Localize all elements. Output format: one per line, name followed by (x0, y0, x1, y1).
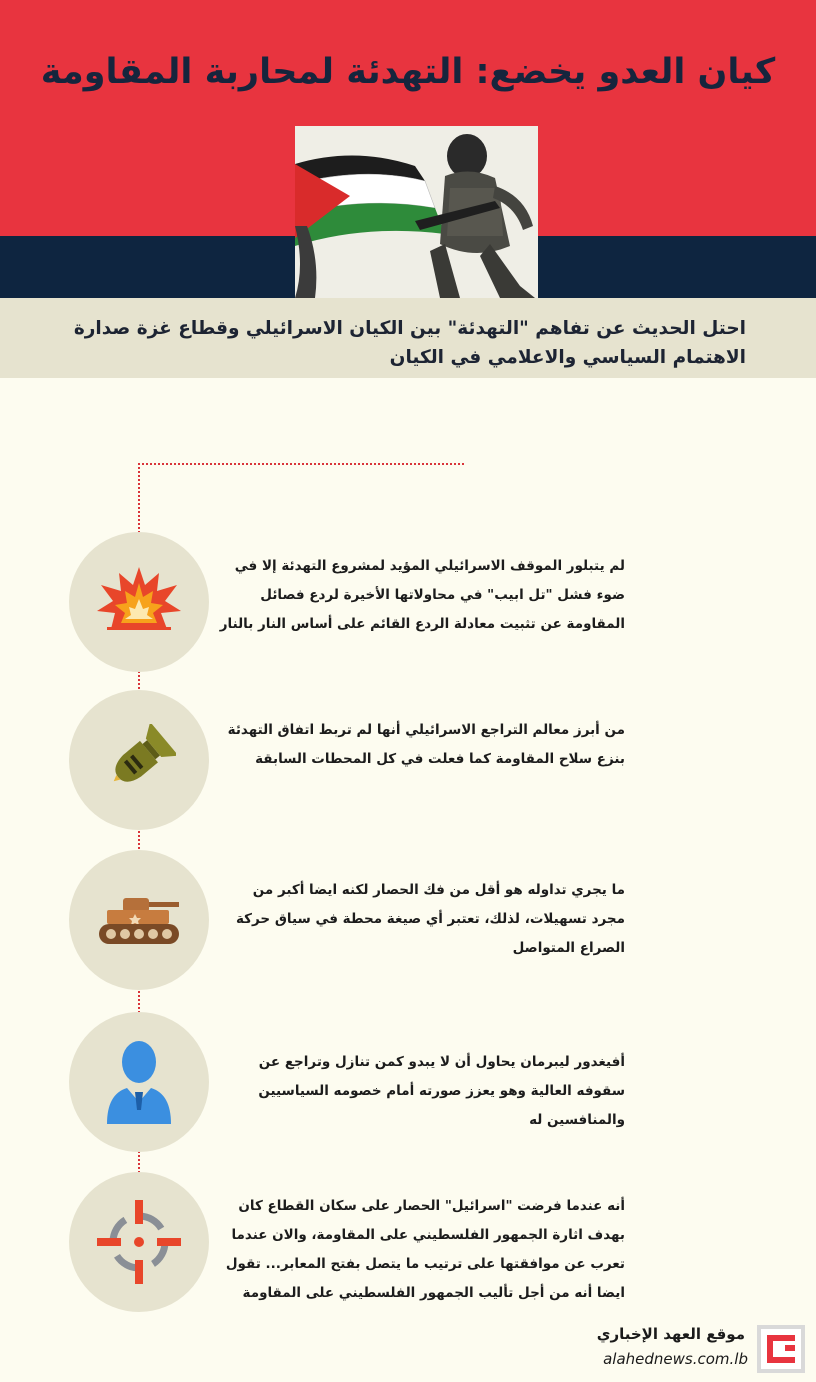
tank-icon (97, 890, 181, 950)
site-url[interactable]: alahednews.com.lb (603, 1350, 748, 1368)
subtitle: احتل الحديث عن تفاهم "التهدئة" بين الكيان الاسرائيلي وقطاع غزة صدارة الاهتمام السياسي والاعلامي في الكيان (73, 318, 746, 368)
item-icon-circle (69, 1012, 209, 1152)
item-text: لم يتبلور الموقف الاسرائيلي المؤيد لمشروع التهدئة إلا في ضوء فشل "تل ابيب" في محاولاتها الأخيرة لردع فصائل المقاومة عن تثبيت معادلة الردع القائم على أساس النار بالنار (219, 558, 625, 632)
explosion-icon (97, 567, 181, 637)
item-text: أنه عندما فرضت "اسرائيل" الحصار على سكان القطاع كان بهدف اثارة الجمهور الفلسطيني على المقاومة، والان عندما تعرب عن موافقتها على ترتيب ما يتصل بفتح المعابر... تقول ايضا أنه من أجل تأليب الجمهور الفلسطيني على المقاومة (225, 1198, 625, 1301)
item-icon-circle (69, 690, 209, 830)
item-icon-circle (69, 532, 209, 672)
site-name: موقع العهد الإخباري (596, 1325, 745, 1343)
crosshair-icon (97, 1200, 181, 1284)
item-icon-circle (69, 850, 209, 990)
alahed-logo-icon (757, 1325, 805, 1373)
item-text: أفيغدور ليبرمان يحاول أن لا يبدو كمن تنازل وتراجع عن سقوفه العالية وهو يعزز صورته أمام خصومه السياسيين والمنافسين له (258, 1054, 625, 1128)
item-text: ما يجري تداوله هو أقل من فك الحصار لكنه ايضا أكبر من مجرد تسهيلات، لذلك، تعتبر أي صيغة محطة في سياق حركة الصراع المتواصل (235, 882, 625, 956)
person-icon (107, 1040, 171, 1124)
bomb-icon (102, 724, 176, 796)
item-text: من أبرز معالم التراجع الاسرائيلي أنها لم تربط اتفاق التهدئة بنزع سلاح المقاومة كما فعلت في كل المحطات السابقة (227, 722, 625, 767)
item-icon-circle (69, 1172, 209, 1312)
timeline-connector-horizontal (138, 463, 464, 465)
hero-illustration (295, 126, 538, 298)
fighter-with-flag-illustration (295, 126, 538, 298)
page-title: كيان العدو يخضع: التهدئة لمحاربة المقاومة (40, 52, 776, 92)
